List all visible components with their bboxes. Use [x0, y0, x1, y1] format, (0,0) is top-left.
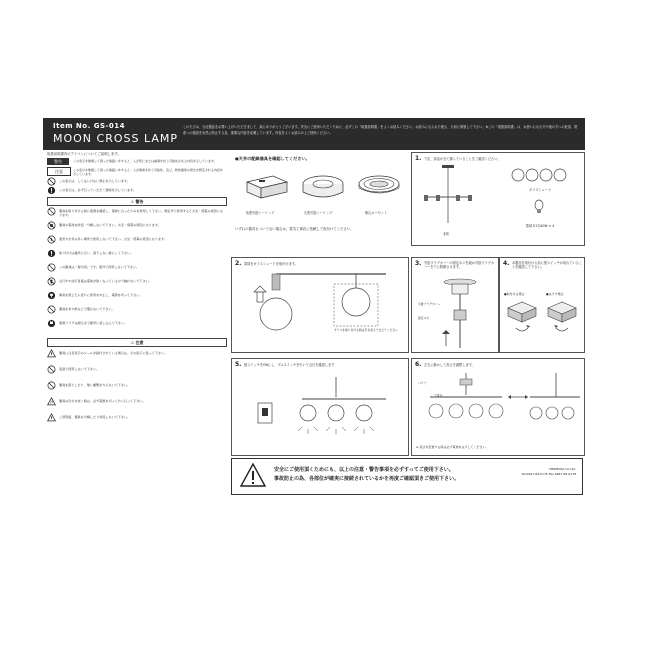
prohibit-icon	[47, 305, 56, 314]
height-note: ※ 高さを変更する時は必ず電球をはずしてください。	[416, 445, 489, 449]
caution-item: ご使用後、器具を分解したり改造しないで下さい。	[47, 413, 227, 426]
caution-tag: 注意	[47, 167, 71, 176]
caution-banner: ⚠ 注意	[47, 338, 227, 347]
warning-item: この器具は「屋内用」です。屋外で使用しないで下さい。	[47, 263, 227, 275]
caution-definition: 注意 この表示を無視して誤った取扱いをすると、人が傷害を負う可能性、及び、物的損害の発生が想定される内容を示しています。	[47, 167, 225, 174]
prohibit-icon	[47, 177, 56, 186]
prohibit-icon	[47, 381, 56, 390]
warning-triangle-icon	[47, 349, 56, 358]
round-ceiling-fixture	[303, 176, 343, 197]
prohibit-definition: この表示は、してはいけない禁止を示しています。	[47, 177, 227, 187]
caution-item: 器具を落としたり、強い衝撃を与えないで下さい。	[47, 381, 227, 394]
warning-item: 器具を布や紙などで覆わないで下さい。	[47, 305, 227, 317]
lamp-body-drawing	[424, 165, 472, 223]
warning-tag: 警告	[47, 158, 69, 165]
ceiling-fixture-note: いずれの器具もついてない場合は、電気工事店に依頼して取付けてください。	[235, 227, 354, 231]
caution-item: 器具に注意表示のシールが貼付されている場合は、その指示に従って下さい。	[47, 349, 227, 362]
safety-footer	[231, 458, 583, 495]
warning-item: 点灯中や消灯直後は電球が熱くなっているので触れないで下さい。	[47, 277, 227, 289]
no-disassemble-icon	[47, 221, 56, 230]
mandatory-icon	[47, 186, 56, 195]
warning-triangle-icon	[47, 413, 56, 422]
glass-shades-drawing	[512, 169, 566, 181]
square-ceiling-fixture	[247, 176, 287, 198]
prohibit-icon	[47, 263, 56, 272]
product-name: MOON CROSS LAMP	[53, 132, 179, 145]
caution-item: 高温で使用しないで下さい。	[47, 365, 227, 378]
step-5-panel: 5. 壁スイッチをONにし、プルスイッチを引いて点灯を確認します	[231, 358, 409, 456]
prohibit-icon	[47, 365, 56, 374]
unplug-icon	[47, 291, 56, 300]
footer-line-2: 事故防止の為、各部位が確実に接続されているかを再度ご確認頂きご使用下さい。	[274, 476, 460, 482]
step-2-panel: 2. 電球をガラスシェードを取付けます。 ガラスを取り付ける時は手を添えて支えてください	[231, 257, 409, 353]
up-arrow-icon	[254, 286, 266, 302]
no-touch-icon	[47, 277, 56, 286]
footer-line-1: 安全にご使用頂くためにも、以上の注意・警告事項を必ずすってご使用下さい。	[274, 467, 454, 473]
warning-item: 取り付けは確実に行い、落下しない様にして下さい。	[47, 249, 227, 261]
cover-diagram	[416, 274, 494, 350]
warning-item: 異常を感じたら直ちに使用を中止し、電源を切って下さい。	[47, 291, 227, 303]
bulb-drawing	[535, 200, 543, 213]
step-3-panel: 3. 引掛プラグカバーの固定ネジを緩め引掛プラグカバーを下に移動させます。 引掛プラグカバー 固定ネジ	[411, 257, 499, 353]
ceiling-fixture-title: ●天井の配線器具を確認してください。	[235, 156, 310, 161]
icon-note: 取扱説明書内のアイコンについてご説明します。	[47, 152, 121, 156]
safety-column	[43, 152, 229, 498]
warning-banner: ⚠ 警告	[47, 197, 227, 206]
caution-item: 器具の汚れを拭く時は、必ず電源を切ってから行って下さい。	[47, 397, 227, 410]
intro-text: このたびは、当社製品をお買い上げいただきまして、誠にありがとうございます。安全にご使用いただくために、必ずこの「取扱説明書」をよくお読みください。お読みになられた後も、大切に保管して下さい。※この「取扱説明書」は、お使いになる方や他の方への危害、財産への損害を未然に防止する為、重要な内容を記載しています。内容をよくお読みの上ご使用ください。	[183, 125, 578, 135]
mandatory-icon	[47, 249, 56, 258]
warning-item: 湿気や水気の多い場所で使用しないで下さい。火災・感電の原因になります。	[47, 235, 227, 247]
mandatory-definition: この表示は、必ず行っていただく強制を示しています。	[47, 186, 227, 196]
ceiling-fixture-drawings	[235, 168, 405, 208]
light-test-diagram	[236, 373, 404, 453]
plug-icon	[47, 319, 56, 328]
warning-item: 電源プラグは根元まで確実に差し込んで下さい。	[47, 319, 227, 331]
prohibit-icon	[47, 207, 56, 216]
instruction-column	[231, 152, 585, 498]
caution-triangle-icon: ⚠	[130, 340, 135, 345]
adjust-arrows-icon	[508, 395, 528, 399]
step-1-panel: 1. 下記、部品が全て揃っていることをご確認ください。 ガラスシェード 本体 電球 E17/40W × 4	[411, 152, 585, 246]
step-4-panel: 4. 本製品を取付ける前に壁スイッチが切れていることを確認して下さい。 ●取付ける場合 ●はずす場合	[499, 257, 585, 353]
shade-install-diagram	[236, 270, 404, 350]
header-bar	[43, 118, 585, 150]
warning-item: 器具や電球を改造・分解しないで下さい。火災・感電の原因になります。	[47, 221, 227, 233]
ceiling-fixture-panel: ●天井の配線器具を確認してください。 角型引掛シーリング 丸型引掛シーリング 埋込ローゼット いずれの器具もついてない場合は、電気工事店に依頼して取付けてください。	[231, 152, 407, 244]
step-6-panel: 6. 左右に動かして高さを調整します。 パイプ つまみ ※ 高さを変更する時は必ず電球をはずしてください。	[411, 358, 585, 456]
warning-item: 器具を取り付ける前に電源を確認し、電源に合ったものを使用して下さい。規定外で使用すると火災・感電の原因になります。	[47, 207, 227, 219]
attach-detach-diagram	[502, 298, 582, 348]
no-water-icon	[47, 235, 56, 244]
warning-definition: 警告 この表示を無視して誤った取扱いをすると、人が死亡または重傷を負う可能性がある内容を示しています。	[47, 158, 225, 165]
hot-surface-icon	[47, 397, 56, 406]
embedded-rosette-fixture	[359, 176, 399, 193]
company-info: HERMOSA Co.Ltd. Tel.0467-84-0176 Fax.0467-84-0178	[521, 467, 576, 476]
warning-triangle-icon: ⚠	[130, 199, 135, 204]
item-number: Item No. GS-014	[53, 122, 125, 130]
warning-triangle-icon	[240, 463, 266, 487]
parts-diagram	[418, 163, 578, 241]
instruction-sheet	[43, 118, 585, 498]
height-adjust-diagram	[416, 371, 580, 443]
